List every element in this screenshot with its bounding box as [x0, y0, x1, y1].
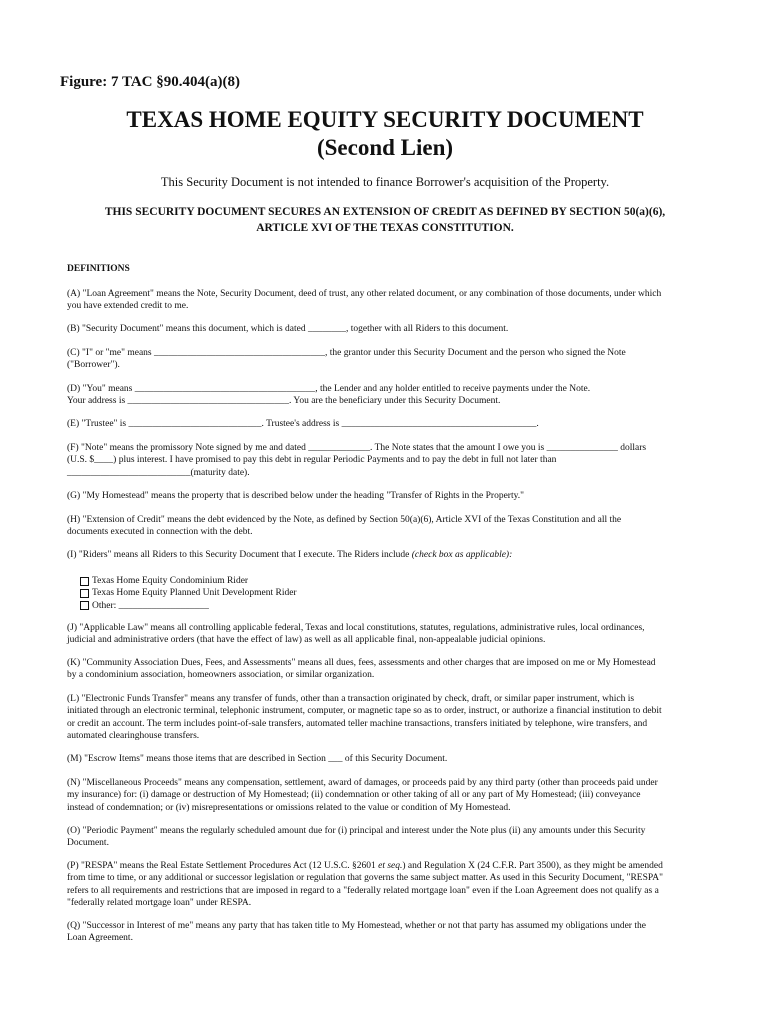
document-subtitle: (Second Lien)	[316, 135, 454, 160]
definition-i-instruction: (check box as applicable):	[411, 550, 513, 560]
definition-line: by a condominium association, homeowners association, or similar organization.	[67, 670, 375, 681]
definition-line	[67, 549, 703, 561]
definition-line: from time to time, or any additional or successor legislation or regulation that governs the same subject matter. As used in this Security Document, "RESPA"	[67, 873, 664, 884]
rider-pud[interactable]	[80, 587, 297, 599]
rider-condominium-checkbox[interactable]	[80, 577, 89, 586]
definition-line: (O) "Periodic Payment" means the regularly scheduled amount due for (i) principal and interest under the Note plus (ii) any amounts under this Security	[67, 826, 646, 836]
definition-line	[67, 860, 703, 872]
definition-line: (N) "Miscellaneous Proceeds" means any compensation, settlement, award of damages, or proceeds paid by any third party (other than proceeds paid under	[67, 778, 658, 788]
definition-f	[67, 442, 703, 479]
definition-line: "federally related mortgage loan" under RESPA.	[67, 897, 252, 908]
definition-p	[67, 860, 703, 909]
rider-pud-checkbox[interactable]	[80, 589, 89, 598]
definition-q	[67, 920, 703, 945]
definition-line: (M) "Escrow Items" means those items that are described in Section ___ of this Security Document.	[67, 754, 448, 764]
definition-g	[67, 490, 703, 502]
definition-line: my insurance) for: (i) damage or destruction of My Homestead; (ii) condemnation or other taking of all or any part of My Homestead; (iii) conveyance	[67, 790, 641, 801]
definition-line: (E) "Trustee" is ____________________________. Trustee's address is _________________________________________.	[67, 419, 539, 429]
definition-line: documents executed in connection with the debt.	[67, 527, 253, 538]
definition-line: (C) "I" or "me" means ____________________________________, the grantor under this Security Document and the person who signed the Note	[67, 348, 626, 358]
definition-line: initiated through an electronic terminal, telephonic instrument, computer, or magnetic tape so as to order, instruct, or authorize a financial institution to debit	[67, 706, 662, 717]
rider-label: Texas Home Equity Planned Unit Development Rider	[92, 588, 297, 599]
rider-condominium[interactable]	[80, 575, 297, 587]
rider-label: Other: ___________________	[92, 600, 209, 611]
definition-line: (L) "Electronic Funds Transfer" means any transfer of funds, other than a transaction originated by check, draft, or similar paper instrument, which is	[67, 694, 635, 704]
document-title: TEXAS HOME EQUITY SECURITY DOCUMENT	[126, 107, 644, 132]
intro-statement: This Security Document is not intended to finance Borrower's acquisition of the Property.	[160, 175, 610, 189]
definition-line: (F) "Note" means the promissory Note signed by me and dated _____________. The Note states that the amount I owe you is _______________ dollars	[67, 443, 647, 453]
definition-o	[67, 825, 703, 850]
definition-line: Your address is __________________________________. You are the beneficiary under this Security Document.	[67, 396, 501, 407]
definition-h	[67, 514, 703, 539]
rider-other[interactable]	[80, 600, 297, 612]
definitions-heading: DEFINITIONS	[67, 264, 130, 274]
definition-line: automated clearinghouse transfers.	[67, 730, 200, 741]
definition-n	[67, 777, 703, 814]
definition-j	[67, 622, 703, 647]
secures-line-2: ARTICLE XVI OF THE TEXAS CONSTITUTION.	[256, 222, 514, 234]
rider-other-checkbox[interactable]	[80, 601, 89, 610]
definition-i	[67, 549, 703, 561]
riders-checklist	[80, 575, 297, 612]
definition-e	[67, 418, 703, 430]
definition-m	[67, 753, 703, 765]
rider-label: Texas Home Equity Condominium Rider	[92, 576, 249, 586]
definition-line: you have extended credit to me.	[67, 301, 189, 312]
definition-line: (G) "My Homestead" means the property that is described below under the heading "Transfer of Rights in the Property."	[67, 491, 524, 501]
definition-line: __________________________(maturity date).	[67, 467, 250, 478]
definition-a	[67, 288, 703, 313]
definition-k	[67, 657, 703, 682]
definition-c	[67, 347, 703, 372]
definition-line: (A) "Loan Agreement" means the Note, Security Document, deed of trust, any other related document, or any combination of those documents, under which	[67, 289, 662, 299]
definition-line: (J) "Applicable Law" means all controlling applicable federal, Texas and local constitutions, statutes, regulations, administrative rules, local ordinances,	[67, 623, 645, 633]
definition-line: (H) "Extension of Credit" means the debt evidenced by the Note, as defined by Section 50(a)(6), Article XVI of the Texas Constitution and all the	[67, 515, 622, 525]
definition-l	[67, 693, 703, 742]
definition-line: ("Borrower").	[67, 360, 120, 371]
definition-b	[67, 323, 703, 335]
definition-d	[67, 383, 703, 408]
definition-p-pre: (P) "RESPA" means the Real Estate Settlement Procedures Act (12 U.S.C. §2601	[67, 861, 379, 871]
definition-i-text: (I) "Riders" means all Riders to this Security Document that I execute. The Riders include	[67, 550, 410, 560]
secures-line-1: THIS SECURITY DOCUMENT SECURES AN EXTENSION OF CREDIT AS DEFINED BY SECTION 50(a)(6),	[104, 206, 666, 218]
definition-line: instead of condemnation; or (iv) misrepresentations or omissions related to the value or condition of My Homestead.	[67, 802, 511, 813]
definition-line: refers to all requirements and restrictions that are imposed in regard to a "federally related mortgage loan" even if the Loan Agreement does not qualify as a	[67, 885, 659, 896]
definition-line: judicial and administrative orders (that have the effect of law) as well as all applicable final, non-appealable judicial opinions.	[67, 635, 546, 646]
definition-p-post: ) and Regulation X (24 C.F.R. Part 3500), as they might be amended	[402, 861, 663, 871]
definition-line: or credit an account. The term includes point-of-sale transfers, automated teller machine transactions, transfers initiated by telephone, wire transfers, and	[67, 718, 648, 729]
definition-line: (U.S. $____) plus interest. I have promised to pay this debt in regular Periodic Payments and to pay the debt in full not later than	[67, 455, 557, 466]
definition-line: (Q) "Successor in Interest of me" means any party that has taken title to My Homestead, whether or not that party has assumed my obligations under the	[67, 921, 646, 931]
secures-statement	[66, 204, 704, 236]
definition-line: (D) "You" means ______________________________________, the Lender and any holder entitled to receive payments under the Note.	[67, 384, 591, 394]
definition-line: (K) "Community Association Dues, Fees, and Assessments" means all dues, fees, assessments and other charges that are imposed on me or My Homestead	[67, 658, 656, 668]
definition-line: Document.	[67, 838, 109, 849]
definition-line: (B) "Security Document" means this document, which is dated ________, together with all Riders to this document.	[67, 324, 509, 334]
definition-line: Loan Agreement.	[67, 933, 133, 944]
figure-reference: Figure: 7 TAC §90.404(a)(8)	[60, 74, 240, 90]
definition-p-italic: et seq.	[378, 861, 403, 871]
